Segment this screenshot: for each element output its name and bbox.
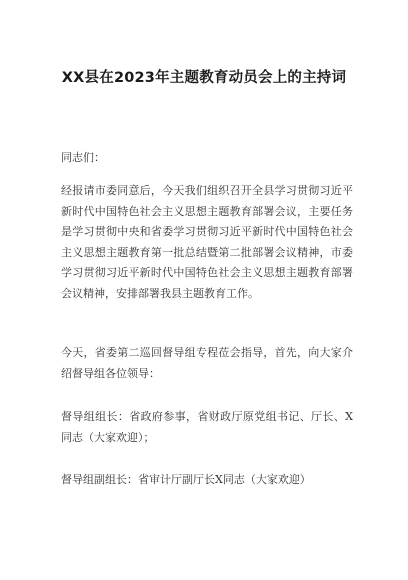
salutation: 同志们：: [61, 151, 105, 164]
paragraph-introduction: 今天，省委第二巡回督导组专程莅会指导，首先，向大家介绍督导组各位领导：: [61, 346, 353, 380]
paragraph-opening: 经报请市委同意后，今天我们组织召开全县学习贯彻习近平新时代中国特色社会主义思想主题教育部署会议，主要任务是学习贯彻中央和省委学习贯彻习近平新时代中国特色社会主义思想主题教育第一批总结暨第二批部署会议精神，市委学习贯彻习近平新时代中国特色社会主义思想主题教育部署会议精神，安排部署我县主题教育工作。: [61, 184, 353, 300]
document-title: XX县在2023年主题教育动员会上的主持词: [61, 70, 347, 86]
paragraph-deputy-leader: 督导组副组长：省审计厅副厅长X同志（大家欢迎）: [61, 473, 311, 486]
paragraph-team-leader: 督导组组长：省政府参事，省财政厅原党组书记、厅长、X同志（大家欢迎）；: [61, 410, 353, 444]
